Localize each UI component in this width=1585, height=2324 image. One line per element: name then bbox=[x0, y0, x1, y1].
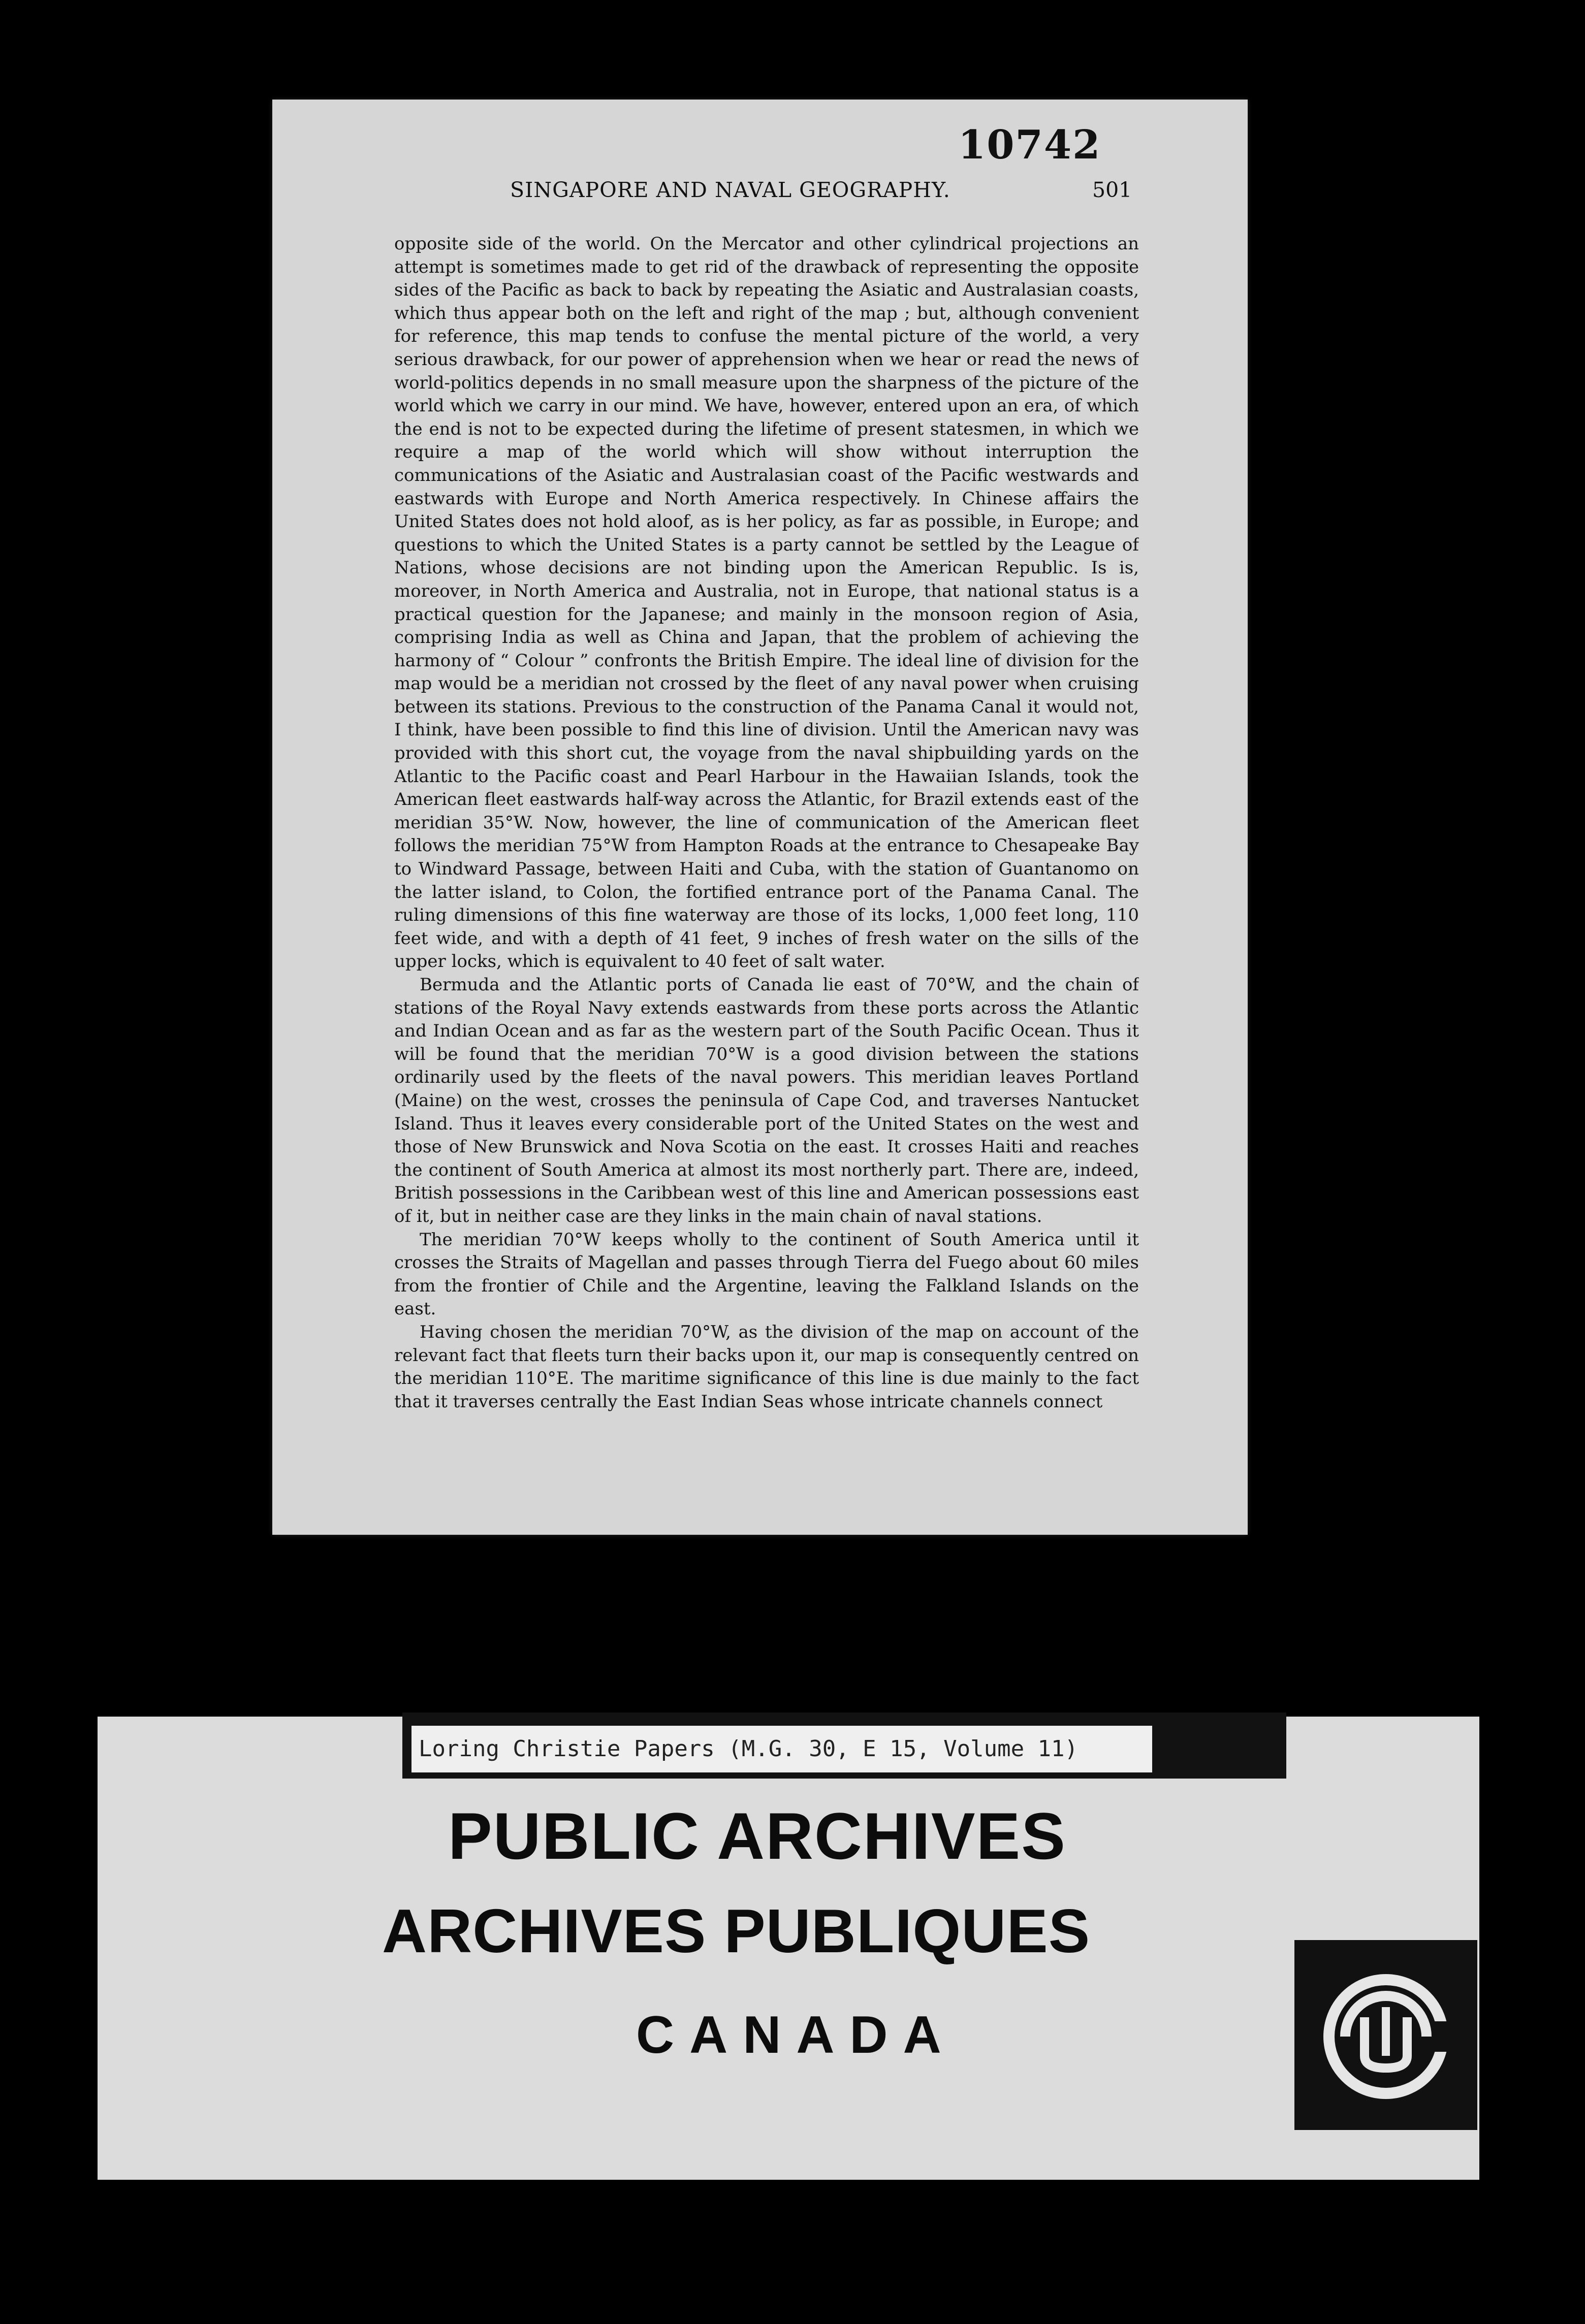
source-strip: Loring Christie Papers (M.G. 30, E 15, Volume 11) bbox=[411, 1726, 1152, 1772]
paragraph-3: The meridian 70°W keeps wholly to the continent of South America until it crosses the Straits of Magellan and passes through Tierra del Fuego about 60 miles from the frontier of Chile and the Argentine, leaving the Falkland Islands on the east. bbox=[394, 1229, 1139, 1319]
body-text bbox=[394, 233, 1139, 1512]
microfilm-logo-icon bbox=[1294, 1940, 1477, 2130]
label-line-country: CANADA bbox=[636, 2006, 957, 2064]
label-line-french: ARCHIVES PUBLIQUES bbox=[382, 1896, 1091, 1965]
running-head: SINGAPORE AND NAVAL GEOGRAPHY. bbox=[510, 178, 950, 202]
page-number: 501 bbox=[1092, 178, 1132, 202]
paragraph-1: opposite side of the world. On the Mercator and other cylindrical projections an attempt is sometimes made to get rid of the drawback of representing the opposite sides of the Pacific as back to back by repeating the Asiatic and Australasian coasts, which thus appear both on the left and right of the map ; but, although convenient for reference, this map tends to confuse the mental picture of the world, a very serious drawback, for our power of apprehension when we hear or read the news of world-politics depends in no small measure upon the sharpness of the picture of the world which we carry in our mind. We have, however, entered upon an era, of which the end is not to be expected during the lifetime of present statesmen, in which we require a map of the world which will show without interruption the communications of the Asiatic and Australasian coast of the Pacific westwards and eastwards with Europe and North America respectively. In Chinese affairs the United States does not hold aloof, as is her policy, as far as possible, in Europe; and questions to which the United States is a party cannot be settled by the League of Nations, whose decisions are not binding upon the American Republic. Is is, moreover, in North America and Australia, not in Europe, that national status is a practical question for the Japanese; and mainly in the monsoon region of Asia, comprising India as well as China and Japan, that the problem of achieving the harmony of “ Colour ” confronts the British Empire. The ideal line of division for the map would be a meridian not crossed by the fleet of any naval power when cruising between its stations. Previous to the construction of the Panama Canal it would not, I think, have been possible to find this line of division. Until the American navy was provided with this short cut, the voyage from the naval shipbuilding yards on the Atlantic to the Pacific coast and Pearl Harbour in the Hawaiian Islands, took the American fleet eastwards half-way across the Atlantic, for Brazil extends east of the meridian 35°W. Now, however, the line of communication of the American fleet follows the meridian 75°W from Hampton Roads at the entrance to Chesapeake Bay to Windward Passage, between Haiti and Cuba, with the station of Guantanomo on the latter island, to Colon, the fortified entrance port of the Panama Canal. The ruling dimensions of this fine waterway are those of its locks, 1,000 feet long, 110 feet wide, and with a depth of 41 feet, 9 inches of fresh water on the sills of the upper locks, which is equivalent to 40 feet of salt water. bbox=[394, 234, 1139, 972]
paragraph-4: Having chosen the meridian 70°W, as the division of the map on account of the relevant fact that fleets turn their backs upon it, our map is consequently centred on the meridian 110°E. The maritime significance of this line is due mainly to the fact that it traverses centrally the East Indian Seas whose intricate channels connect bbox=[394, 1321, 1139, 1412]
paragraph-2: Bermuda and the Atlantic ports of Canada lie east of 70°W, and the chain of stations of the Royal Navy extends eastwards from these ports across the Atlantic and Indian Ocean and as far as the western part of the South Pacific Ocean. Thus it will be found that the meridian 70°W is a good division between the stations ordinarily used by the fleets of the naval powers. This meridian leaves Portland (Maine) on the west, crosses the peninsula of Cape Cod, and traverses Nantucket Island. Thus it leaves every considerable port of the United States on the west and those of New Brunswick and Nova Scotia on the east. It crosses Haiti and reaches the continent of South America at almost its most northerly part. There are, indeed, British possessions in the Caribbean west of this line and American possessions east of it, but in neither case are they links in the main chain of naval stations. bbox=[394, 975, 1139, 1226]
frame-number: 10742 bbox=[958, 122, 1101, 168]
label-line-english: PUBLIC ARCHIVES bbox=[448, 1799, 1066, 1873]
archive-label-card bbox=[98, 1717, 1479, 2180]
scanned-page bbox=[272, 100, 1248, 1535]
